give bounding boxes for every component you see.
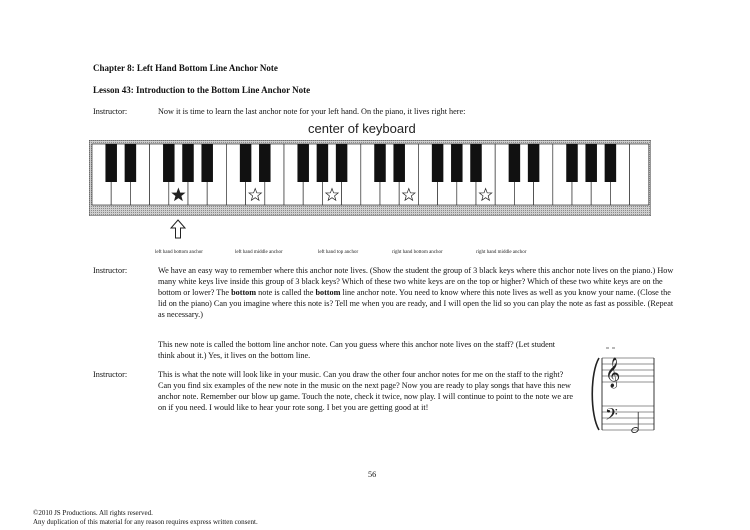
black-key	[432, 144, 444, 182]
piano-keyboard	[89, 140, 651, 216]
copyright-line: ©2010 JS Productions. All rights reserved.	[33, 509, 153, 517]
lesson-title: Lesson 43: Introduction to the Bottom Line Anchor Note	[93, 85, 311, 95]
grand-staff	[588, 343, 658, 443]
black-key	[528, 144, 540, 182]
black-key	[259, 144, 271, 182]
anchor-label-lh-top: left hand top anchor	[318, 250, 359, 255]
svg-text:𝄢: 𝄢	[605, 404, 618, 428]
instructor-label-3: Instructor:	[93, 370, 128, 379]
up-arrow-icon	[170, 219, 186, 239]
instructor-label-2: Instructor:	[93, 266, 128, 275]
black-key	[336, 144, 348, 182]
black-key	[585, 144, 597, 182]
page-number: 56	[368, 470, 377, 479]
chapter-title: Chapter 8: Left Hand Bottom Line Anchor Note	[93, 63, 278, 73]
paragraph-staff-question: This new note is called the bottom line anchor note. Can you guess where this anchor note lives on the staff? (Let student think about it.) Yes, it lives on the bottom line.	[158, 340, 556, 360]
keyboard-caption: center of keyboard	[308, 121, 416, 136]
black-key	[317, 144, 329, 182]
instructor-label-1: Instructor:	[93, 107, 128, 116]
anchor-label-rh-bottom: right hand bottom anchor	[392, 250, 443, 255]
black-key	[566, 144, 578, 182]
black-key	[105, 144, 117, 182]
anchor-label-rh-middle: right hand middle anchor	[476, 250, 527, 255]
black-key	[297, 144, 309, 182]
paragraph-anchor-explanation: We have an easy way to remember where this anchor note lives. (Show the student the group of 3 black keys where this anchor note lives on the piano.) How many white keys live inside this group of 3 black keys? Which of these two white keys are on the top or higher? Which of these two white keys are on the bottom or lower? The bottom note is called the bottom line anchor note. You need to know where this note lives as well as you know your name. (Close the lid on the piano) Can you imagine where this note is? Tell me when you are ready, and I will open the lid so you can play the note as fast as possible. (Repeat as necessary.)	[158, 266, 674, 319]
black-key	[509, 144, 521, 182]
black-key	[163, 144, 175, 182]
black-key	[374, 144, 386, 182]
black-key	[605, 144, 617, 182]
anchor-label-lh-middle: left hand middle anchor	[235, 250, 283, 255]
duplication-notice: Any duplication of this material for any reason requires express written consent.	[33, 518, 258, 526]
black-key	[240, 144, 252, 182]
svg-text:𝄞: 𝄞	[605, 358, 621, 388]
black-key	[393, 144, 405, 182]
white-key	[630, 144, 649, 205]
intro-text: Now it is time to learn the last anchor note for your left hand. On the piano, it lives right here:	[158, 107, 466, 116]
paragraph-music-practice: This is what the note will look like in your music. Can you draw the other four anchor notes for me on the staff to the right? Can you find six examples of the new note in the music on the next page? Now you are ready to play songs that have this new anchor note. Remember our blow up game. Touch the note, check it twice, now play. I will continue to point to the note we are on if you need. I would like to hear your rote song. I bet you are getting good at it!	[158, 370, 574, 412]
black-key	[201, 144, 213, 182]
black-key	[451, 144, 463, 182]
black-key	[470, 144, 482, 182]
anchor-label-lh-bottom: left hand bottom anchor	[155, 250, 203, 255]
black-key	[182, 144, 194, 182]
black-key	[125, 144, 136, 182]
